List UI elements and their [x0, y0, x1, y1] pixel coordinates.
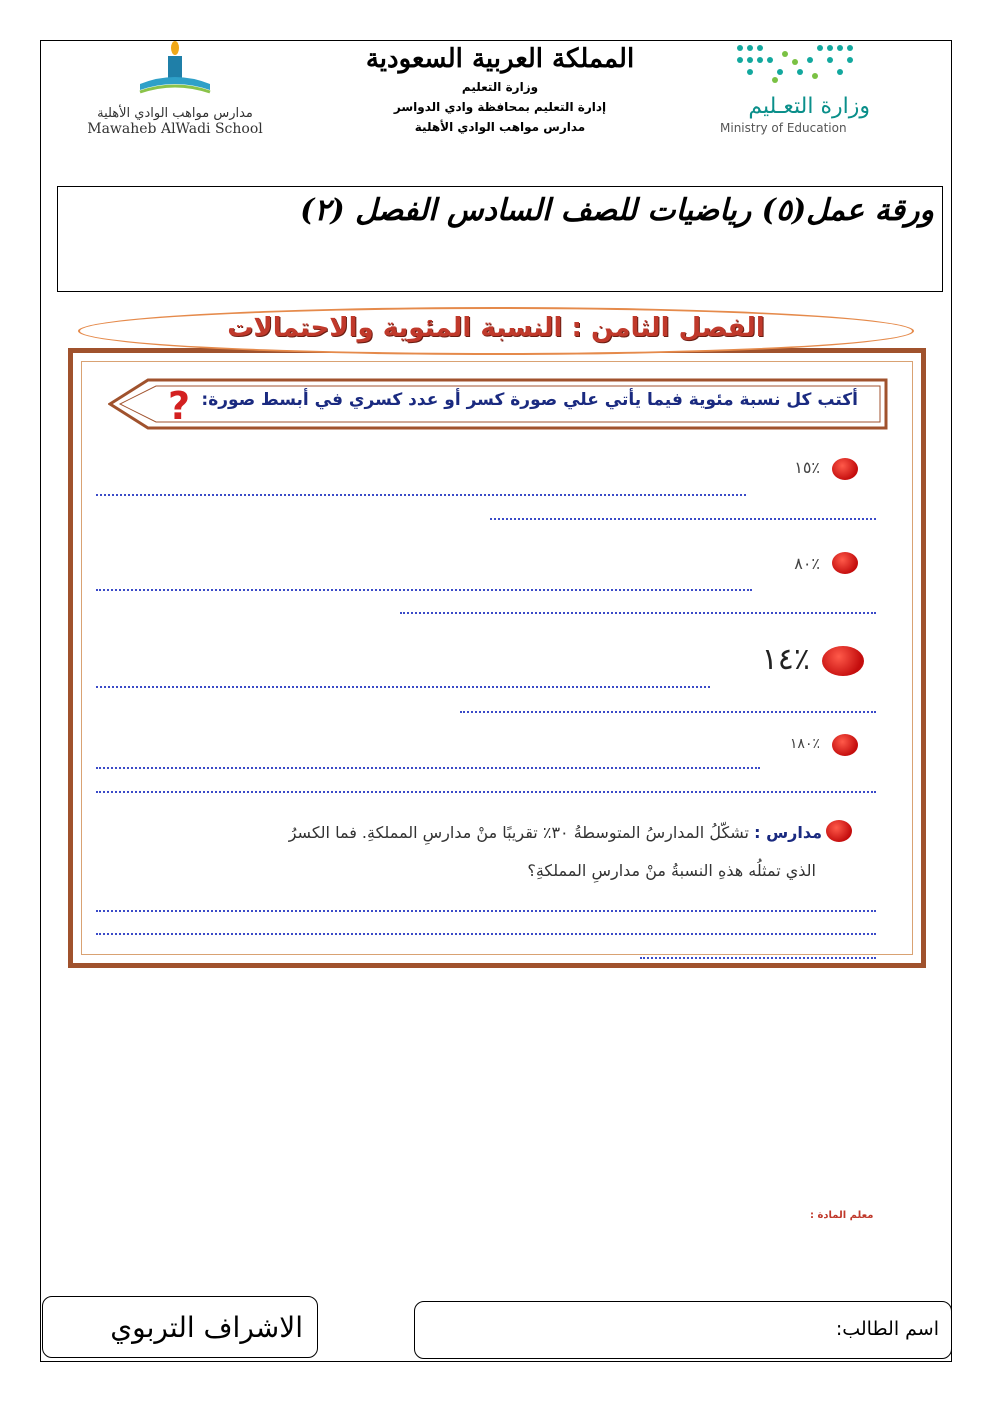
moe-name-arabic: وزارة التعـليم [748, 94, 870, 119]
answer-line[interactable] [96, 494, 746, 496]
instruction-banner [108, 378, 888, 430]
chapter-title: الفصل الثامن : النسبة المئوية والاحتمالات [227, 313, 765, 343]
item-2-label: ٪٨٠ [794, 554, 820, 573]
question-mark-icon: ? [168, 384, 191, 428]
school-name-english: Mawaheb AlWadi School [87, 121, 263, 137]
answer-line[interactable] [96, 767, 760, 769]
word-problem-keyword: مدارس : [754, 823, 822, 842]
title-box [57, 186, 943, 292]
bullet-icon [826, 820, 852, 842]
item-3-label: ٪١٤ [761, 642, 810, 677]
worksheet-title: ورقة عمل(٥) رياضيات للصف السادس الفصل (٢) [300, 193, 934, 228]
bullet-icon [832, 552, 858, 574]
school-emblem-icon [130, 40, 220, 102]
word-problem-line-1 [122, 814, 822, 852]
moe-logo [720, 40, 870, 135]
school-logo [80, 40, 270, 137]
teacher-label: معلم المادة : [810, 1210, 874, 1221]
bullet-icon [822, 646, 864, 676]
answer-line[interactable] [96, 686, 710, 688]
answer-line[interactable] [96, 589, 752, 591]
school-line: مدارس مواهب الوادي الأهلية [414, 120, 586, 134]
bullet-icon [832, 458, 858, 480]
word-problem-line-2: الذي تمثلُه هذهِ النسبةُ منْ مدارسِ المملكةِ؟ [527, 861, 816, 880]
answer-line[interactable] [96, 933, 876, 935]
student-name-label: اسم الطالب: [835, 1318, 939, 1340]
answer-line[interactable] [490, 518, 876, 520]
supervision-box [42, 1296, 318, 1358]
kingdom-title: المملكة العربية السعودية [365, 44, 635, 74]
chapter-banner [78, 307, 914, 355]
instruction-text: أكتب كل نسبة مئوية فيما يأتي علي صورة كسر أو عدد كسري في أبسط صورة: [201, 390, 858, 410]
word-problem-text-1: تشكّلُ المدارسُ المتوسطةُ ٣٠٪ تقريبًا منْ مدارسِ المملكةِ. فما الكسرُ [288, 823, 750, 842]
answer-line[interactable] [96, 791, 876, 793]
answer-line[interactable] [640, 957, 876, 959]
answer-line[interactable] [400, 612, 876, 614]
answer-line[interactable] [96, 910, 876, 912]
header-center [360, 40, 640, 134]
bullet-icon [832, 734, 858, 756]
item-1-label: ٪١٥ [794, 458, 820, 477]
moe-name-english: Ministry of Education [720, 121, 847, 135]
moe-dots-icon [730, 40, 870, 86]
item-4-label: ٪١٨٠ [789, 736, 820, 752]
directorate-line: إدارة التعليم بمحافظة وادي الدواسر [393, 100, 607, 114]
school-name-arabic: مدارس مواهب الوادي الأهلية [97, 106, 253, 121]
student-name-box[interactable] [414, 1301, 952, 1359]
supervision-label: الاشراف التربوي [110, 1311, 303, 1344]
ministry-line: وزارة التعليم [461, 80, 539, 94]
answer-line[interactable] [460, 711, 876, 713]
